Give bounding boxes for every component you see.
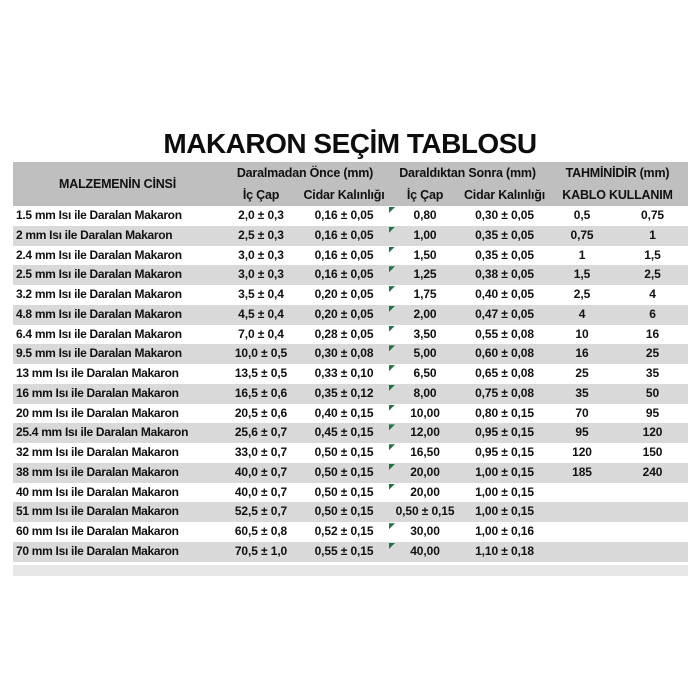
after-inner-diameter-value: 1,25	[413, 267, 437, 282]
after-inner-diameter-value: 20,00	[410, 464, 440, 479]
material-cell: 9.5 mm Isı ile Daralan Makaron	[16, 346, 182, 361]
table-row	[13, 325, 688, 345]
after-inner-diameter-cell	[388, 542, 462, 562]
cable-usage-max-cell	[617, 542, 688, 562]
after-wall-thickness-cell: 0,75 ± 0,08	[475, 385, 534, 400]
header-group-estimate: TAHMİNİDİR (mm)	[565, 166, 670, 180]
cable-usage-max-cell: 25	[645, 346, 660, 361]
before-inner-diameter-cell: 13,5 ± 0,5	[234, 366, 288, 381]
error-marker-icon	[389, 405, 395, 411]
cable-usage-min-cell	[547, 542, 617, 562]
cable-usage-max-cell: 150	[642, 445, 663, 460]
after-inner-diameter-cell	[388, 285, 462, 305]
before-inner-diameter-cell: 40,0 ± 0,7	[234, 464, 288, 479]
before-wall-thickness-cell: 0,35 ± 0,12	[314, 385, 374, 400]
material-cell: 4.8 mm Isı ile Daralan Makaron	[16, 306, 182, 321]
after-inner-diameter-value: 10,00	[410, 405, 440, 420]
error-marker-icon	[389, 543, 395, 549]
after-wall-thickness-cell: 1,00 ± 0,15	[475, 484, 534, 499]
after-wall-thickness-cell: 0,35 ± 0,05	[475, 247, 534, 262]
material-cell: 2.5 mm Isı ile Daralan Makaron	[16, 267, 182, 282]
material-cell: 38 mm Isı ile Daralan Makaron	[16, 464, 179, 479]
before-inner-diameter-cell: 25,6 ± 0,7	[234, 425, 288, 440]
error-marker-icon	[389, 227, 395, 233]
before-wall-thickness-cell: 0,40 ± 0,15	[314, 405, 374, 420]
cable-usage-min-cell: 70	[575, 405, 589, 420]
before-inner-diameter-cell: 7,0 ± 0,4	[238, 326, 284, 341]
after-wall-thickness-cell: 0,35 ± 0,05	[475, 227, 534, 242]
after-wall-thickness-cell: 0,65 ± 0,08	[475, 366, 534, 381]
material-cell: 60 mm Isı ile Daralan Makaron	[16, 524, 179, 539]
error-marker-icon	[389, 286, 395, 292]
after-inner-diameter-value: 0,50 ± 0,15	[395, 504, 455, 519]
after-inner-diameter-cell	[388, 265, 462, 285]
after-inner-diameter-value: 1,00	[413, 227, 437, 242]
before-inner-diameter-cell: 33,0 ± 0,7	[234, 445, 288, 460]
after-wall-thickness-cell: 0,47 ± 0,05	[475, 306, 534, 321]
cable-usage-min-cell: 1	[578, 247, 586, 262]
table-row	[13, 305, 688, 325]
after-wall-thickness-cell: 0,60 ± 0,08	[475, 346, 534, 361]
table-row	[13, 364, 688, 384]
after-wall-thickness-cell: 0,55 ± 0,08	[475, 326, 534, 341]
cable-usage-max-cell: 240	[642, 464, 663, 479]
after-inner-diameter-cell	[388, 325, 462, 345]
table-row	[13, 285, 688, 305]
error-marker-icon	[389, 247, 395, 253]
cable-usage-max-cell: 16	[645, 326, 660, 341]
before-inner-diameter-cell: 3,0 ± 0,3	[238, 247, 284, 262]
before-inner-diameter-cell: 70,5 ± 1,0	[234, 544, 288, 559]
table-row	[13, 226, 688, 246]
cable-usage-max-cell: 2,5	[644, 267, 661, 282]
after-inner-diameter-cell	[388, 344, 462, 364]
selection-table	[13, 162, 688, 562]
cable-usage-min-cell	[547, 522, 617, 542]
error-marker-icon	[389, 207, 395, 213]
error-marker-icon	[389, 424, 395, 430]
cable-usage-max-cell: 6	[649, 306, 656, 321]
header-group-before-shrink: Daralmadan Önce (mm)	[236, 166, 374, 180]
after-wall-thickness-cell: 0,38 ± 0,05	[475, 267, 534, 282]
material-cell: 20 mm Isı ile Daralan Makaron	[16, 405, 179, 420]
header-cable-usage: KABLO KULLANIM	[562, 188, 673, 202]
before-wall-thickness-cell: 0,30 ± 0,08	[314, 346, 374, 361]
page-title: MAKARON SEÇİM TABLOSU	[163, 128, 537, 159]
before-wall-thickness-cell: 0,52 ± 0,15	[314, 524, 374, 539]
after-inner-diameter-value: 8,00	[413, 385, 437, 400]
cable-usage-min-cell: 1,5	[573, 267, 591, 282]
before-wall-thickness-cell: 0,45 ± 0,15	[314, 425, 374, 440]
after-wall-thickness-cell: 0,80 ± 0,15	[475, 405, 534, 420]
before-wall-thickness-cell: 0,16 ± 0,05	[314, 208, 374, 222]
after-inner-diameter-value: 40,00	[410, 544, 440, 559]
after-inner-diameter-cell	[388, 305, 462, 325]
cable-usage-max-cell: 1,5	[644, 247, 661, 262]
header-before-wall-thickness: Cidar Kalınlığı	[303, 188, 385, 202]
before-wall-thickness-cell: 0,50 ± 0,15	[314, 504, 374, 519]
after-inner-diameter-cell	[388, 423, 462, 443]
cable-usage-max-cell: 0,75	[641, 208, 664, 222]
before-wall-thickness-cell: 0,33 ± 0,10	[314, 366, 374, 381]
after-inner-diameter-cell	[388, 226, 462, 246]
after-inner-diameter-value: 0,80	[413, 208, 437, 222]
before-inner-diameter-cell: 2,5 ± 0,3	[238, 227, 284, 242]
material-cell: 51 mm Isı ile Daralan Makaron	[16, 504, 179, 519]
cable-usage-max-cell: 4	[649, 287, 656, 302]
before-inner-diameter-cell: 10,0 ± 0,5	[234, 346, 288, 361]
table-row	[13, 542, 688, 562]
after-inner-diameter-value: 6,50	[413, 366, 437, 381]
error-marker-icon	[389, 326, 395, 332]
cable-usage-max-cell: 35	[645, 366, 660, 381]
before-inner-diameter-cell: 16,5 ± 0,6	[234, 385, 288, 400]
cable-usage-min-cell: 95	[575, 425, 589, 440]
before-inner-diameter-cell: 20,5 ± 0,6	[234, 405, 288, 420]
error-marker-icon	[389, 385, 395, 391]
after-inner-diameter-cell	[388, 364, 462, 384]
table-row	[13, 423, 688, 443]
table-row	[13, 206, 688, 226]
table-row	[13, 265, 688, 285]
cable-usage-min-cell: 35	[575, 385, 589, 400]
material-cell: 16 mm Isı ile Daralan Makaron	[16, 385, 179, 400]
after-wall-thickness-cell: 1,00 ± 0,15	[475, 504, 534, 519]
table-row	[13, 443, 688, 463]
after-wall-thickness-cell: 1,10 ± 0,18	[475, 544, 534, 559]
before-inner-diameter-cell: 3,5 ± 0,4	[238, 287, 284, 302]
material-cell: 13 mm Isı ile Daralan Makaron	[16, 366, 179, 381]
before-wall-thickness-cell: 0,20 ± 0,05	[314, 306, 374, 321]
after-wall-thickness-cell: 0,95 ± 0,15	[475, 425, 534, 440]
after-inner-diameter-value: 5,00	[413, 346, 437, 361]
before-wall-thickness-cell: 0,20 ± 0,05	[314, 287, 374, 302]
material-cell: 3.2 mm Isı ile Daralan Makaron	[16, 287, 182, 302]
cable-usage-max-cell	[617, 483, 688, 503]
cable-usage-min-cell: 185	[572, 464, 592, 479]
before-wall-thickness-cell: 0,50 ± 0,15	[314, 464, 374, 479]
table-row	[13, 522, 688, 542]
before-inner-diameter-cell: 4,5 ± 0,4	[238, 306, 284, 321]
after-wall-thickness-cell: 0,95 ± 0,15	[475, 445, 534, 460]
before-wall-thickness-cell: 0,55 ± 0,15	[314, 544, 374, 559]
cable-usage-max-cell	[617, 502, 688, 522]
table-row	[13, 246, 688, 266]
after-inner-diameter-value: 12,00	[410, 425, 440, 440]
cable-usage-min-cell: 16	[575, 346, 589, 361]
after-inner-diameter-value: 16,50	[410, 445, 440, 460]
after-inner-diameter-cell	[388, 206, 462, 226]
table-row	[13, 463, 688, 483]
after-inner-diameter-cell	[388, 443, 462, 463]
before-inner-diameter-cell: 40,0 ± 0,7	[234, 484, 288, 499]
after-wall-thickness-cell: 0,30 ± 0,05	[475, 208, 534, 222]
after-inner-diameter-value: 3,50	[413, 326, 437, 341]
after-inner-diameter-value: 2,00	[413, 306, 437, 321]
after-inner-diameter-value: 1,50	[413, 247, 437, 262]
table-row	[13, 344, 688, 364]
cable-usage-min-cell	[547, 483, 617, 503]
cable-usage-max-cell: 50	[645, 385, 660, 400]
material-cell: 1.5 mm Isı ile Daralan Makaron	[16, 208, 182, 222]
cable-usage-min-cell: 120	[572, 445, 592, 460]
after-inner-diameter-value: 20,00	[410, 484, 440, 499]
header-group-after-shrink: Daraldıktan Sonra (mm)	[399, 166, 536, 180]
cable-usage-min-cell: 2,5	[573, 287, 591, 302]
material-cell: 2 mm Isı ile Daralan Makaron	[16, 227, 173, 242]
after-wall-thickness-cell: 1,00 ± 0,15	[475, 464, 534, 479]
material-cell: 6.4 mm Isı ile Daralan Makaron	[16, 326, 182, 341]
material-cell: 40 mm Isı ile Daralan Makaron	[16, 484, 179, 499]
material-cell: 32 mm Isı ile Daralan Makaron	[16, 445, 179, 460]
after-inner-diameter-cell	[388, 404, 462, 424]
after-inner-diameter-cell	[388, 502, 462, 522]
before-wall-thickness-cell: 0,50 ± 0,15	[314, 484, 374, 499]
cable-usage-min-cell	[547, 502, 617, 522]
faded-bottom-strip	[13, 565, 688, 576]
error-marker-icon	[389, 266, 395, 272]
cable-usage-max-cell	[617, 522, 688, 542]
error-marker-icon	[389, 306, 395, 312]
after-inner-diameter-cell	[388, 522, 462, 542]
error-marker-icon	[389, 365, 395, 371]
error-marker-icon	[389, 464, 395, 470]
table-row	[13, 384, 688, 404]
cable-usage-max-cell: 95	[645, 405, 660, 420]
table-body	[13, 206, 688, 562]
after-wall-thickness-cell: 0,40 ± 0,05	[475, 287, 534, 302]
table-row	[13, 404, 688, 424]
before-inner-diameter-cell: 60,5 ± 0,8	[234, 524, 288, 539]
cable-usage-max-cell: 120	[642, 425, 663, 440]
error-marker-icon	[389, 444, 395, 450]
table-header	[13, 162, 688, 206]
error-marker-icon	[389, 523, 395, 529]
after-inner-diameter-value: 1,75	[413, 287, 437, 302]
before-wall-thickness-cell: 0,50 ± 0,15	[314, 445, 374, 460]
cable-usage-min-cell: 25	[575, 366, 589, 381]
header-before-inner-diameter: İç Çap	[242, 188, 280, 202]
after-inner-diameter-value: 30,00	[410, 524, 440, 539]
before-inner-diameter-cell: 3,0 ± 0,3	[238, 267, 284, 282]
cable-usage-min-cell: 10	[575, 326, 589, 341]
after-wall-thickness-cell: 1,00 ± 0,16	[475, 524, 534, 539]
material-cell: 25.4 mm Isı ile Daralan Makaron	[16, 425, 189, 440]
before-wall-thickness-cell: 0,16 ± 0,05	[314, 267, 374, 282]
material-cell: 2.4 mm Isı ile Daralan Makaron	[16, 247, 182, 262]
material-cell: 70 mm Isı ile Daralan Makaron	[16, 544, 179, 559]
before-wall-thickness-cell: 0,28 ± 0,05	[314, 326, 374, 341]
table-row	[13, 483, 688, 503]
cable-usage-min-cell: 4	[578, 306, 586, 321]
before-wall-thickness-cell: 0,16 ± 0,05	[314, 227, 374, 242]
header-after-inner-diameter: İç Çap	[406, 188, 444, 202]
after-inner-diameter-cell	[388, 246, 462, 266]
table-row	[13, 502, 688, 522]
after-inner-diameter-cell	[388, 483, 462, 503]
header-material: MALZEMENİN CİNSİ	[59, 177, 176, 191]
cable-usage-max-cell: 1	[649, 227, 656, 242]
cable-usage-min-cell: 0,75	[570, 227, 594, 242]
before-inner-diameter-cell: 52,5 ± 0,7	[234, 504, 288, 519]
cable-usage-min-cell: 0,5	[573, 208, 591, 222]
error-marker-icon	[389, 484, 395, 490]
after-inner-diameter-cell	[388, 463, 462, 483]
after-inner-diameter-cell	[388, 384, 462, 404]
before-wall-thickness-cell: 0,16 ± 0,05	[314, 247, 374, 262]
before-inner-diameter-cell: 2,0 ± 0,3	[238, 208, 284, 222]
header-after-wall-thickness: Cidar Kalınlığı	[463, 188, 546, 202]
error-marker-icon	[389, 345, 395, 351]
